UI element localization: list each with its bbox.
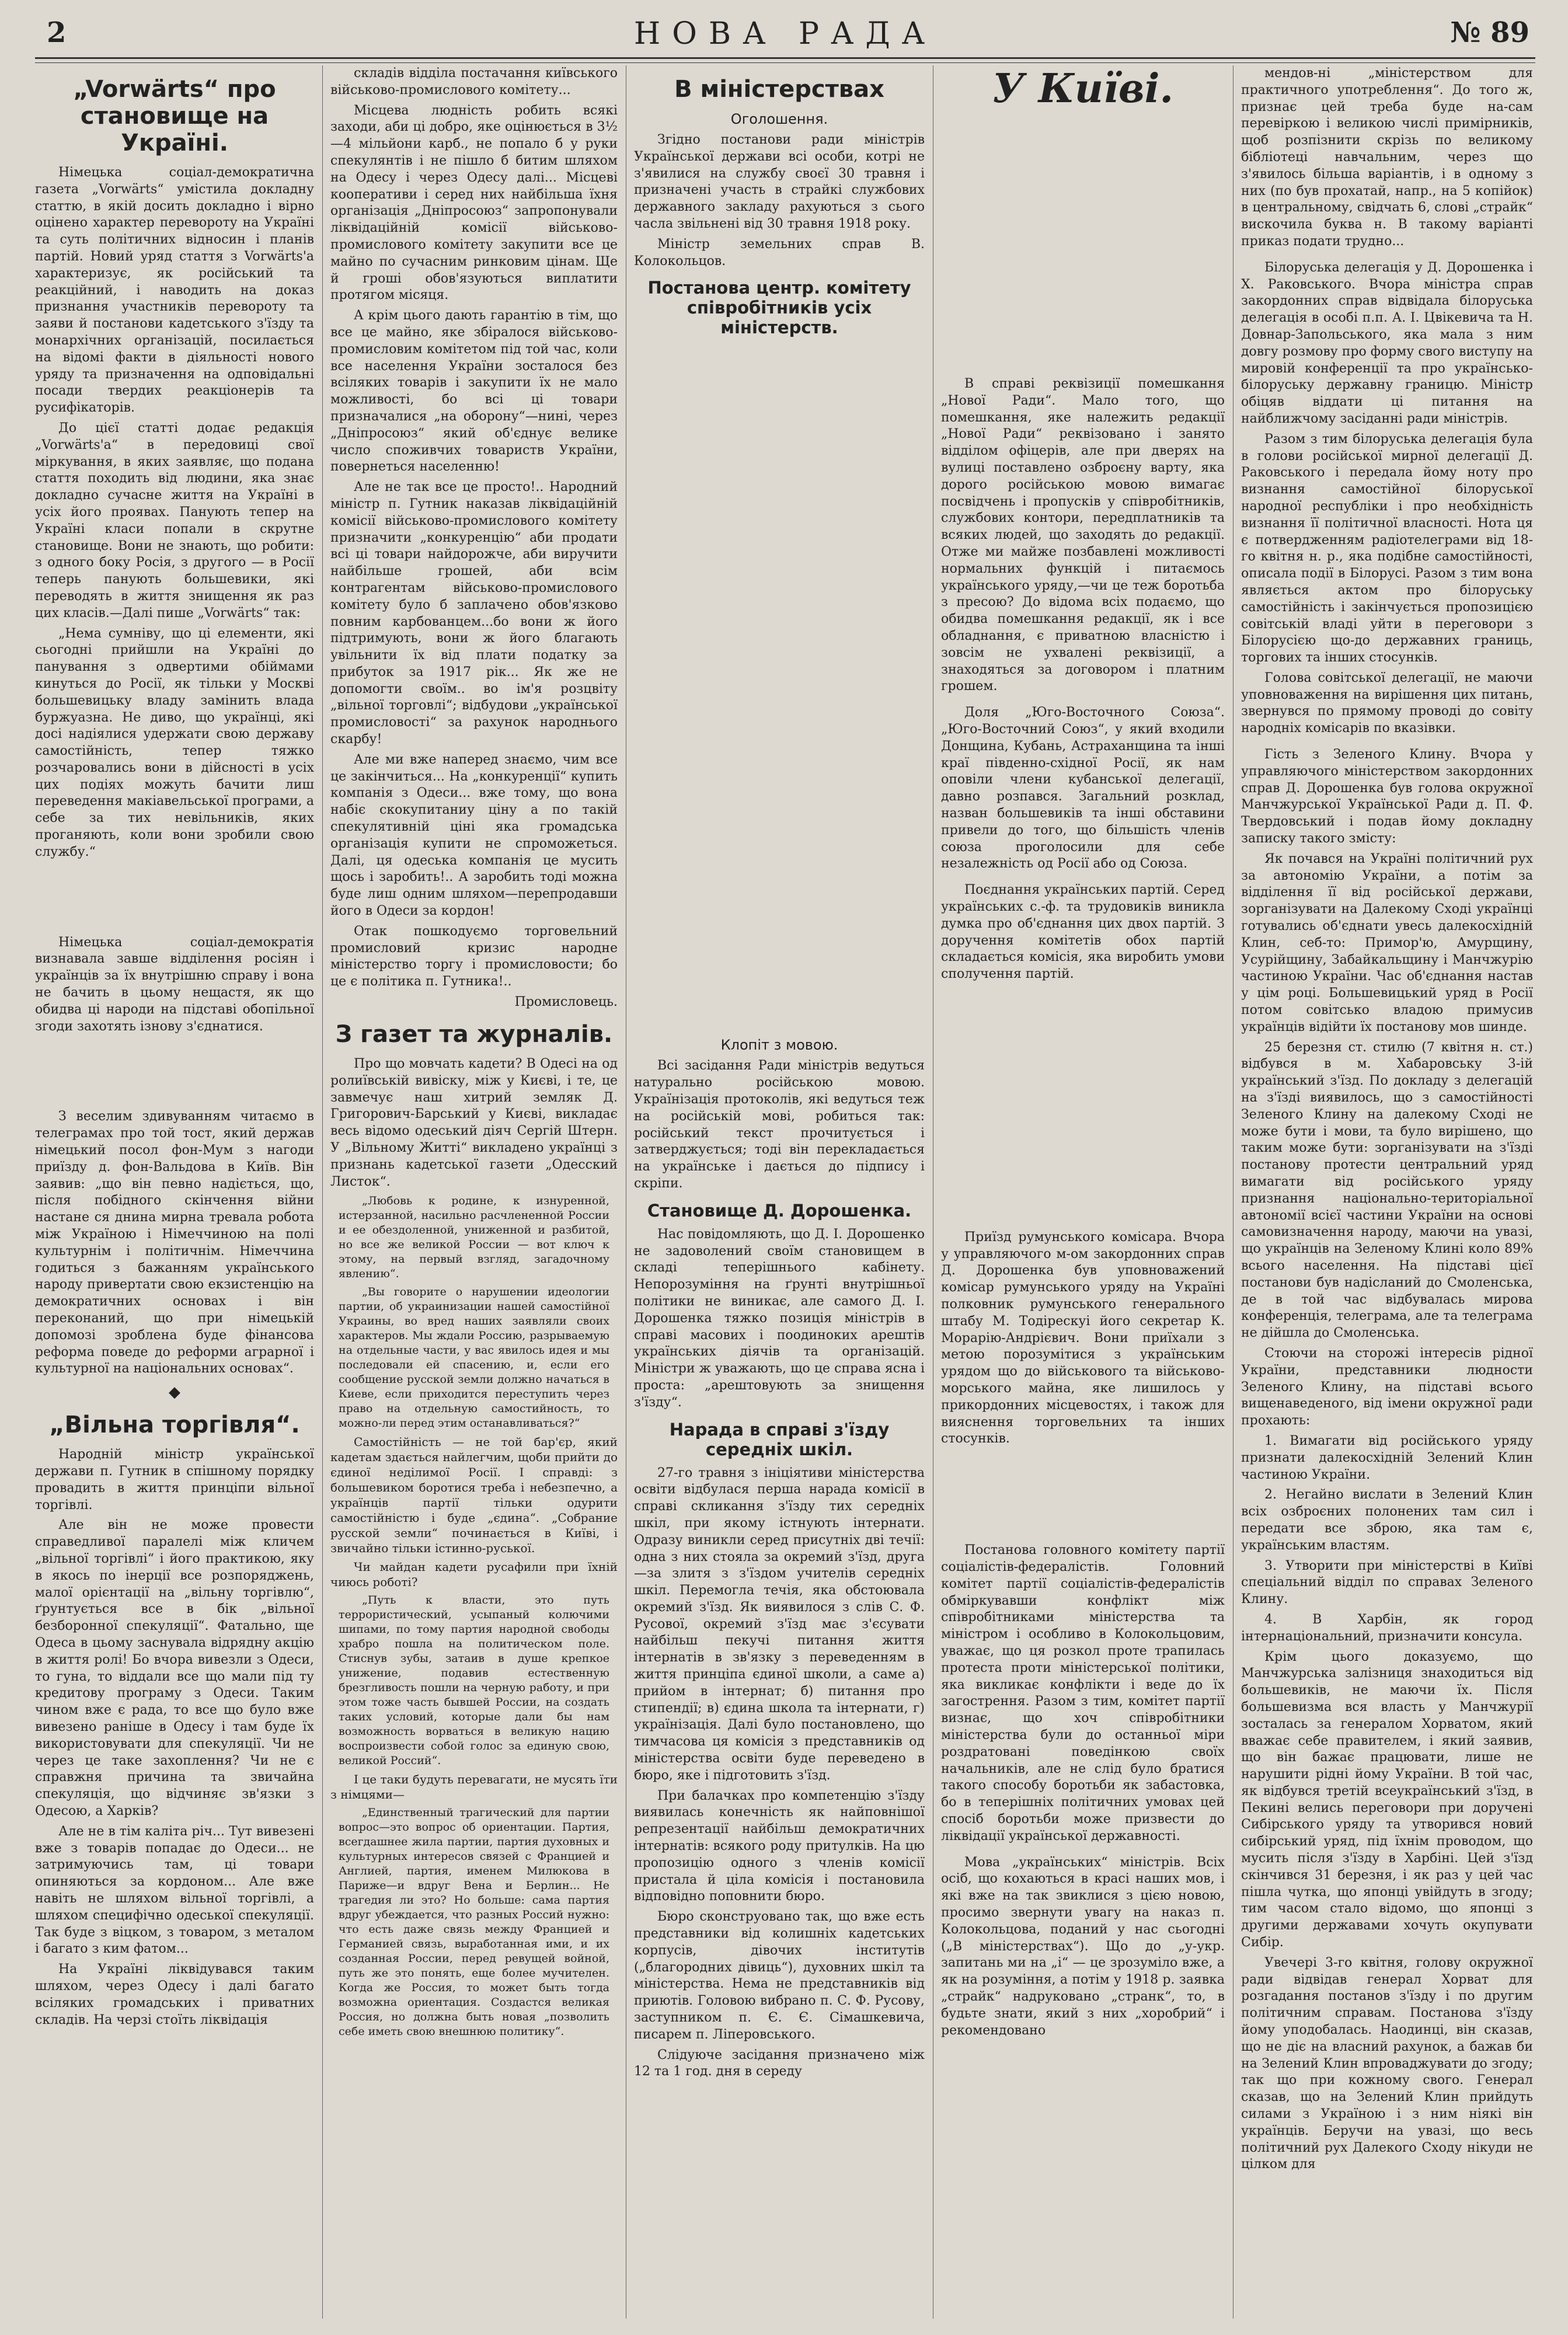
- paragraph: На Україні ліквідувався таким шляхом, через Одесу і далі багато всіляких громадських і приватних складів. На черзі стоїть ліквідація: [35, 1962, 314, 2027]
- article-title: З газет та журналів.: [335, 1021, 613, 1048]
- paragraph: мендов-ні „міністерством для практичного употреблення“. До того ж, признає цей треба буде на-сам перевіркою і великою числі примірників, щоб розпізнити скрізь по великому бібліотеці навчальним, через що з'явилось більша варіантів, і в одному з них (по був прохатай, напр., на 5 копійок) в центральному, свідчать 6, слові „страйк“ вискочила буква н. В такому варіанті приказ подати трудно...: [1241, 66, 1533, 249]
- paragraph: 2. Негайно вислати в Зелений Клин всіх озброєних полонених там сил і передати все зброю, яка там є, українським властям.: [1241, 1487, 1533, 1553]
- column-1: [35, 65, 314, 2319]
- paragraph: І це таки будуть перевагати, не мусять їти з німцями—: [330, 1772, 618, 1802]
- paragraph: Згідно постанови ради міністрів Української держави всі особи, котрі не з'явилися на службу своєї 30 травня і призначені участь в страйкі службових державного закладу рахуються з сього часла звільнені від 30 травня 1918 року.: [634, 133, 925, 231]
- paragraph: Самостійність — не той бар'єр, який кадетам здається найлегчим, щоби прийти до єдиної неділимої Росії. І справді: з большевиком боротися треба і небезпечно, а українців партії тільки одурити самостійністю і буде „єдина“. „Собрание русской земли“ починається в Київі, і звичайно тільки істинно-руської.: [330, 1435, 618, 1556]
- paragraph: Слідуюче засідання призначено між 12 та 1 год. дня в середу: [634, 2047, 925, 2079]
- author-signature: Промисловець.: [514, 995, 618, 1010]
- news-item: Доля „Юго-Восточного Союза“. „Юго-Восточний Союз“, у який входили Донщина, Кубань, Астраханщина та інші краї південно-східної Росії, як нам оповіли члени кубанської делегації, давно розпався. Загальний розклад, назван большевиків та інші обставини привели до того, що більшість членів союза проголосили для себе незалежність од Росії або од Союза.: [941, 705, 1225, 872]
- paragraph: Але ми вже наперед знаємо, чим все це закінчиться... На „конкуренції“ купить компанія з Одеси... вже тому, що вона набіє скокупитаниу ціну а по такій спекулятивній ціні яка громадська організація купити не спроможеться. Далі, ця одеська компанія це мусить щось і заробить!.. А заробить тоді можна буде лиш одним шляхом—перепродавши його в Одеси за кордон!: [330, 752, 618, 919]
- paragraph: Отак пошкодуємо торговельний промисловий кризис народне міністерство торгу і промисловости; бо це є політика п. Гутника!..: [330, 923, 618, 989]
- news-item: В справі реквізиції помешкання „Нової Ради“. Мало того, що помешкання, яке належить редакції „Нової Ради“ реквізовано і занято відділом офіцерів, але при дверях на вулиці поставлено озброєну варту, яка дорого російською мовою вимагає посвідчень і пропусків у співробітників, службових контори, передплатників та всяких людей, що заходять до редакції. Отже ми майже позбавлені можливості нормальних функцій і питаємось українського уряду,—чи це теж боротьба з пресою? До відома всіх подаємо, що обидва помешкання редакції, як і все обладнання, є приватною власністю і зовсім не ухвалені реквізиції, а знаходяться за договором і платним грошем.: [941, 377, 1225, 694]
- paragraph: „Нема сумніву, що ці елементи, які сьогодні прийшли на Україні до панування з одвертими обіймами кинуться до Росії, як тільки у Москві большевицьку владу замінить влада буржуазна. Не диво, що українці, які досі надіялися удержати свою державу самостійність, тепер тяжко розчаровались вони в дійсності в усіх цих подіях можуть бачити лиш переведення макіавельської програми, а себе за тих невільників, яких проганяють, коли вони зробили свою службу.“: [35, 626, 314, 859]
- paragraph: З веселим здивуванням читаємо в телеграмах про той тост, який держав німецький посол фон-Мум з нагоди приїзду д. фон-Вальдова в Київ. Він заявив: „що він певно надіється, що, після побідного скінчення війни настане ся днина мирна тревала робота між Україною і Німеччиною на полі культурнім і політичнім. Німеччина годиться з бажанням українського народу привертати свою екзистенцію на демократичних основах і він переконаний, що при німецькій допомозі зроблена буде фінансова реформа поведе до реформи аграрної і культурної на національних основах“.: [35, 1109, 314, 1376]
- news-item: Білоруська делегація у Д. Дорошенка і Х. Раковського. Вчора міністра справ закордонних справ відвідала білоруська делегація в особі п.п. А. І. Цвікевича та Н. Довнар-Запольського, яка мала з ним довгу розмову про форму свого виступу на мировій конференції та про українсько-білоруську державну границю. Міністр обіцяв віддати ці питання на найближчому засіданні ради міністрів.: [1241, 260, 1533, 426]
- paragraph: Разом з тим білоруська делегація була в голови російської мирної делегації Д. Раковського і передала йому ноту про визнання самостійної білоруської народної республіки і про необхідність визнання її політичної власності. Нота ця є потвердженням радіотелеграми від 18-го квітня н. р., яка подібне самостійності, описала події в Білорусі. Разом з тим вона являється актом про білоруську самостійність і закінчується пропозицією совітській владі уйти в переговори з Білорусією що-до державних границь, торгових та інших стосунків.: [1241, 431, 1533, 665]
- column-2: [330, 65, 618, 2319]
- quotation: „Единственный трагический для партии вопрос—это вопрос об ориентации. Партия, всегдашнее жила партии, партия духовных и культурных интересов связей с Францией и Англией, партия, именем Милюкова в Париже—и вдруг Вена и Берлин... Не трагедия ли это? Но больше: сама партия вдруг убеждается, что разных Россий нужно: что есть даже связь между Францией и Германией связь, выработанная ими, и их созданная России, перед ревущей войной, путь же это понять, еще более мучителен. Когда же Россия, то может быть тогда возможна ориентация. Создастся великая Россия, но должна быть новая „позволить себе иметь свою внешнюю политику“.: [339, 1806, 609, 2038]
- column-5: [1241, 65, 1533, 2319]
- newspaper-title: НОВА РАДА: [633, 16, 937, 51]
- spacer: [35, 1038, 314, 1109]
- paragraph: Але не в тім каліта річ... Тут вивезені вже з товарів попадає до Одеси... не затримуючись там, ці товари опиняються за кордоном... Але вже навіть не шляхом вільної торгівлі, а шляхом специфічно одеської спекуляції. Так буде з віцком, з товаром, з металом і багато з ким фатом...: [35, 1824, 314, 1957]
- subheading: Становище Д. Дорошенка.: [647, 1200, 912, 1221]
- column-divider: [1233, 65, 1234, 2319]
- news-item: Поєднання українських партій. Серед українських с.-ф. та трудовиків виникла думка про об'єднання цих двох партій. З доручення комітетів обох партій складається комісія, яка виробить умови сполучення партій.: [941, 883, 1225, 982]
- subheading: Нарада в справі з'їзду середніх шкіл.: [669, 1419, 890, 1459]
- paragraph: 4. В Харбін, як город інтернаціональний, призначити консула.: [1241, 1612, 1533, 1644]
- column-divider: [322, 65, 323, 2319]
- column-3: [634, 65, 925, 2319]
- paragraph: 3. Утворити при міністерстві в Київі спеціальний відділ по справах Зеленого Клину.: [1241, 1558, 1533, 1607]
- spacer: [634, 343, 925, 1032]
- issue-number: № 89: [1450, 16, 1529, 49]
- spacer: [35, 865, 314, 935]
- news-item: Мова „українських“ міністрів. Всіх осіб, що кохаються в красі наших мов, і які вже на так звиклися з цією новою, просимо звернути увагу на наказ п. Колокольцова, поданий у нас сьогодні („В міністерствах“). Що до „у-укр. запитань ми на „і“ — це зрозуміло вже, а як на розуміння, а потім у 1918 р. заявка „страйк“ надруковано „странк“, то, в будьте знати, який з них „хоробрий“ і рекомендовано: [941, 1855, 1225, 2038]
- paragraph: Місцева людність робить всякі заходи, аби ці добро, яке оцінюється в 3½—4 мільйони карб., не попало б у руки спекулянтів і не пішло б битим шляхом на Одесу і через Одесу далі... Місцеві кооперативи і серед них найбільша їхня організація „Дніпросоюз“ запропонували ліквідаційній комісії військово-промислового комітету закупити все це майно по сучасним ринковим цінам. Ще й гроші обов'язуються виплатити протягом місяця.: [330, 103, 618, 303]
- paragraph: складів відділа постачання київського військово-промислового комітету...: [330, 66, 618, 97]
- paragraph: Стоючи на сторожі інтересів рідної України, представники людности Зеленого Клину, на підставі всього вищенаведеного, від імени окружної ради прохають:: [1241, 1346, 1533, 1428]
- paragraph: Німецька соціал-демократія визнавала завше відділення росіян і українців за їх внутрішню справу і вона не бачить в цьому нещастя, як що обидва ці народи на підставі обопільної згоди захотять ізнову з'єднатися.: [35, 935, 314, 1034]
- paragraph: Але він не може провести справедливої паралелі між кличем „вільної торгівлі“ і його практикою, яку в якось по інерції все розпоряджень, малої орієнтації на „вільну торгівлю“, ґрунтується все в бік „вільної безборонної спекуляції“. Фатально, ще Одеса в цьому заснувала відрядну акцію в життя ролі! Бо вчора вивезли з Одеси, то гуна, то віддали все що мали під ту кредитову програму з Одеси. Таким чином вже є рада, то все що було вже вивезено раніше в Одесу і там буде їх використовувати для спекуляції. Чи не через це таке захоплення? Чи не є справжня причина та звичайна спекуляція, що відчиняє зв'язки з Одесою, а Харків?: [35, 1518, 314, 1818]
- paragraph: Німецька соціал-демократична газета „Vorwärts“ умістила докладну статтю, в якій досить докладно і вірно оцінено характер перевороту на Україні та суть політичних відносин і планів партій. Новий уряд стаття з Vorwärts'а характеризує, як російський та реакційний, і наводить на доказ признання участників перевороту та заяви й постанови кадетського з'їзду та монархічних організацій, посилається на відомі факти в діяльності нового уряду та призначення на одповідальні посади твердих реакціонерів та русифікаторів.: [35, 165, 314, 416]
- paragraph: Нас повідомляють, що Д. І. Дорошенко не задоволений своїм становищем в складі теперішнього кабінету. Непорозуміння на ґрунті внутрішньої політики не виникає, але самого Д. І. Дорошенка тяжко позиція міністрів в справі масових і поодиноких арештів українських діячів та організацій. Міністри ж уважають, що це справа ясна і проста: „арештовують за знищення з'їзду“.: [634, 1226, 925, 1410]
- section-title: У Київі.: [992, 65, 1174, 112]
- article-title: „Вільна торгівля“.: [49, 1412, 300, 1439]
- paragraph: При балачках про компетенцію з'їзду виявилась конечність як найповнішої репрезентації найбільш демократичних інтернатів: всякого роду притулків. На цю пропозицію одного з членів комісії пристала й ціла комісія і постановила відповідно поповнити бюро.: [634, 1788, 925, 1904]
- paragraph: А крім цього дають гарантію в тім, що все це майно, яке збіралося військово-промисловим комітетом під той час, коли все населення України зосталося без всіляких товарів і закупити їх не мало можливості, бо всі ці товари призначалися „на оборону“—нині, через „Дніпросоюз“ який об'єднує велике число споживчих товариств України, повернеться населенню!: [330, 308, 618, 475]
- masthead: [35, 16, 1535, 57]
- paragraph: Всі засідання Ради міністрів ведуться натурально російською мовою. Українізація протоколів, які ведуться теж на російській мові, робиться так: російський текст прочитується і затверджується; тоді він перекладається на українське і дається до підпису і скріпи.: [634, 1058, 925, 1191]
- paragraph: 25 березня ст. стилю (7 квітня н. ст.) відбувся в м. Хабаровську 3-ій український з'їзд. По докладу з делегацій на з'їзді виявилось, що з самостійності Зеленого Клину на далекому Сході не може бути і мови, та було вирішено, що таким може бути: зорганізувати на з'їзді постанову протести центральний уряд вимагати від російського уряду признання національно-територіальної автономії всієї частини України на основі самовизначення народу, маючи на увазі, що українців на Зеленому Клині коло 89% всього населення. На підставі цієї постанови був надісланий до Смоленська, де в той час відбувалась мирова конференція, телеграма, але та телеграма не дійшла до Смоленська.: [1241, 1040, 1533, 1341]
- paragraph: До цієї статті додає редакція „Vorwärts'а“ в передовиці свої міркування, в яких заявляє, що подана стаття походить від людини, яка знає докладно сучасне життя на Україні в усіх його проявах. Панують тепер на Україні класи попали в скрутне становище. Вони не знають, що робити: з одного боку Росія, з другого — в Росії теперь панують большевики, які переводять в життя знищення як раз цих класів.—Далі пише „Vorwärts“ так:: [35, 420, 314, 621]
- paragraph: Голова совітської делегації, не маючи уповноваження на вирішення цих питань, звернувся по прямому проводі до совіту народніх комісарів по вказівки.: [1241, 670, 1533, 736]
- quotation: „Любовь к родине, к изнуренной, истерзанной, насильно расчлененной России и ее обездоленной, униженной и разбитой, но все же великой России — вот ключ к этому, на первый взгляд, загадочному явлению“.: [339, 1194, 609, 1281]
- subheading: Оголошення.: [730, 111, 828, 127]
- spacer: [941, 1451, 1225, 1533]
- article-title: „Vorwärts“ про становище на Україні.: [73, 76, 276, 156]
- paragraph: Але не так все це просто!.. Народний міністр п. Гутник наказав ліквідаційній комісії військово-промислового комітету призначити „конкуренцію“ аби продати всі ці товари найдорожче, аби виручити найбільше грошей, аби всім контрагентам військово-промислового комітету було б заплачено обов'язково повним карбованцем...бо вони ж його підтримують, вони ж його благають увільнити їх від плати податку за прибуток за 1917 рік... Як же не допомогти своїм.. во ім'я розцвіту „вільної торговлі“; відбудови „української промисловості“ за рахунок народнього скарбу!: [330, 480, 618, 747]
- news-item: Гість з Зеленого Клину. Вчора у управляючого міністерством закордонних справ Д. Дорошенка був голова окружної Манчжурської Української Ради д. П. Ф. Твердовський і подав йому докладну записку такого змісту:: [1241, 747, 1533, 846]
- news-item: Постанова головного комітету партії соціалістів-федералістів. Головний комітет партії соціалістів-федералістів обміркувавши конфлікт між співробітниками міністерства та міністром і особливо в Колокольцовим, уважає, що ця розкол проте трапилась протеста проти міністерської політики, яка викликає конфлікти і веде до їх загострення. Разом з тим, комітет партії визнає, що хоч співробітники міністерства були до останньої міри роздратовані поведінкою своїх начальників, але не слід було братися такого способу боротьби як забастовка, бо в теперішніх політичних умовах цей спосіб боротьби може призвести до ліквідації української державності.: [941, 1543, 1225, 1843]
- paragraph: 1. Вимагати від російського уряду признати далекосхідній Зелений Клин частиною України.: [1241, 1433, 1533, 1482]
- quotation: „Вы говорите о нарушении идеологии партии, об украинизации нашей самостійної Украины, во вред наших заявляли своих характеров. Мы ждали Россию, разрываемую на отдельные части, у вас явилось идея и мы последовали ей спасению, и, если его сообщение русской земли должно начаться в Киеве, если приходится переступить через право на отдельную самостийность, то можно-ли перед этим останавливаться?“: [339, 1285, 609, 1430]
- subheading: Клопіт з мовою.: [720, 1037, 838, 1054]
- paragraph: Як почався на Україні політичний рух за автономію України, а потім за відділення її від російської держави, зорганізувати на Далекому Сході українці готувались об'єднати увесь далекосхідній Клин, себ-то: Примор'ю, Амурщину, Усурійщину, Забайкальщину і Манчжурію частиною України. Час об'єднання настав у цім році. Большевицький уряд в Росії потом совітсько владою примусив українців відійти їх постанову мов шинде.: [1241, 851, 1533, 1034]
- paragraph: Крім цього доказуємо, що Манчжурська залізниця знаходиться від большевиків, не маючи їх. Після большевизма вся власть у Манчжурії зосталась за генералом Хорватом, який вважає себе правителем, і який заявив, що він бажає працювати, лише не нарушити рідні йому України. В той час, як відбувся третій всеукраїнський з'їзд, в Пекині велись переговори при доручені Сибірського уряду та утворився новий сибірський уряд, під їхнім проводом, що мусить після з'їзду в Харбіні. Цей з'їзд скінчився 31 березня, і як раз у цей час пішла чутка, що японці увійдуть в згоду; тим часом стало відомо, що японці з другими державами хочуть окупувати Сибір.: [1241, 1649, 1533, 1950]
- paragraph: Чи майдан кадети русафили при їхній чиюсь роботі?: [330, 1560, 618, 1590]
- news-item: Приїзд румунського комісара. Вчора у управляючого м-ом закордонних справ Д. Дорошенка був уповноважений комісар румунського уряду на Україні полковник румунського генерального штабу М. Тодірескуі його секретар К. Морарію-Андрієвич. Вони приїхали з метою порозумітися з українським урядом що до військового та військово-морського майна, яке лишилось у прикордонних місцевостях, і також для вияснення торговельних та інших стосунків.: [941, 1229, 1225, 1447]
- separator-ornament: ◆: [169, 1383, 180, 1402]
- paragraph: Про що мовчать кадети? В Одесі на од ролиївській вивіску, між у Києві, і те, це завмечує наш хитрий земляк Д. Григорович-Барський у Києві, викладає весь відомо одеський діяч Сергій Штерн. У „Вільному Житті“ викладено українці з признань кадетської газети „Одесский Листок“.: [330, 1057, 618, 1189]
- page-number: 2: [47, 16, 67, 49]
- paragraph: Увечері 3-го квітня, голову окружної ради відвідав генерал Хорват для розгадання постанов з'їзду і по другим політичним справам. Постанова з'їзду йому уподобалась. Наодинці, він сказав, що не діє на власний рахунок, а бажав би на Зелений Клин впроваджувати до згоду; так що при кожному свого. Генерал сказав, що на Зелений Клин прийдуть силами з Україною і з ним ніякі він українців. Беручи на увазі, що весь політичний рух Далекого Сходу нікуди не цілком для: [1241, 1955, 1533, 2172]
- paragraph: Народній міністр української держави п. Гутник в спішному порядку провадить в життя принціпи вільної торгівлі.: [35, 1447, 314, 1512]
- paragraph: Міністр земельних справ В. Колокольцов.: [634, 236, 925, 269]
- masthead-rule: [35, 57, 1535, 63]
- article-title: В міністерствах: [674, 76, 884, 103]
- spacer: [941, 987, 1225, 1220]
- subheading: Постанова центр. комітету співробітників усіх міністерств.: [647, 278, 911, 338]
- paragraph: 27-го травня з ініціятиви міністерства освіти відбулася перша нарада комісії в справі скликання з'їзду тих середніх шкіл, при якому істнують інтернати. Одразу виникли серед присутніх дві течії: одна з них стояла за окремий з'їзд, друга—за злитя з з'їздом учителів середніх шкіл. Перемогла течія, яка обстоювала окремий з'їзд. Як виявилося з слів С. Ф. Русової, окремий з'їзд має з'єсувати найбільш пекучі питання життя інтернатів в зв'язку з переведенням в життя принціпа єдиної школи, а саме а) прийом в інтернат; б) питання про стипендії; в) єдина школа та інтернати, г) українізація. Далі було постановлено, що тимчасова ця комісія з представників од міністерства освіти буде переведено в бюро, яке і підготовить з'їзд.: [634, 1465, 925, 1783]
- spacer: [941, 121, 1225, 367]
- quotation: „Путь к власти, это путь террористический, усыпаный колючими шипами, по тому партия народной свободы храбро пошла на политическом поле. Стиснув зубы, затаив в душе крепкое унижение, подавив естественную брезгливость пошли на черную работу, и при этом тоже часть бывшей России, на создать таких условий, которые дали бы нам возможность ворваться в великую нацию воспроизвести собой голос за единую свою, великой Россий“.: [339, 1594, 609, 1768]
- column-4: [941, 65, 1225, 2319]
- paragraph: Бюро сконструовано так, що вже есть представники від колишніх кадетських корпусів, дівочих інститутів („благородних дівиць“), духовних шкіл та міністерства. Нема не представників від приютів. Головою вибрано п. С. Ф. Русову, заступником п. Є. Є. Сімашкевича, писарем п. Ліперовського.: [634, 1909, 925, 2042]
